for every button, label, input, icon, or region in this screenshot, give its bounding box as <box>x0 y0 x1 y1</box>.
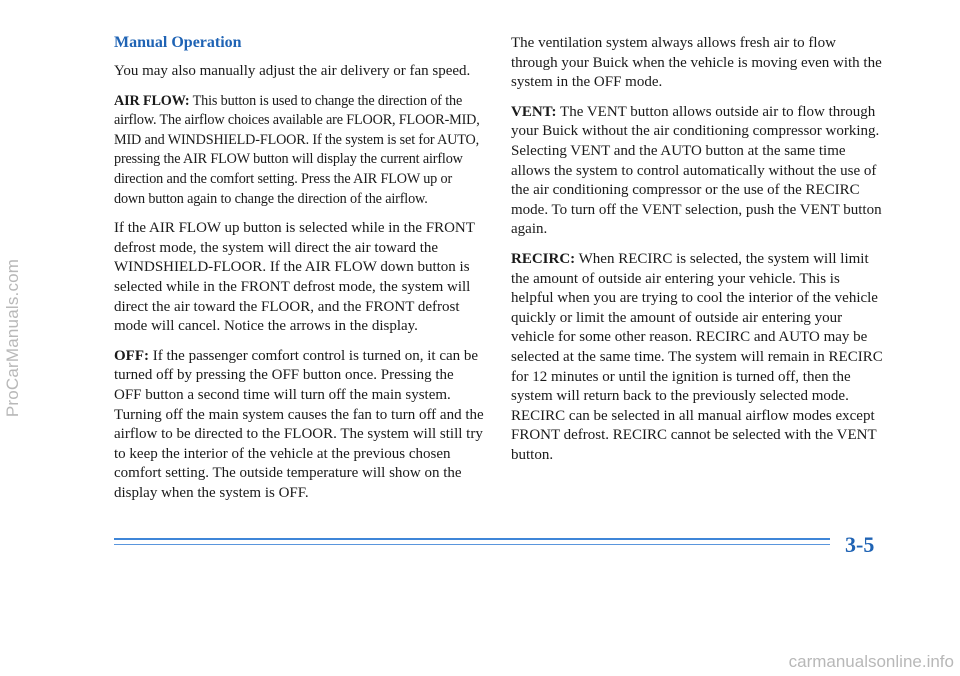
front-defrost-paragraph: If the AIR FLOW up button is selected while in the FRONT defrost mode, the system will direct the air toward the WINDSHIELD-FLOOR. If the AIR FLOW down button is selected while in the FRONT defrost mode, the system will direct the air toward the FLOOR, and the FRONT defrost mode will cancel. Notice the arrows in the display. <box>114 220 475 335</box>
page-number: 3-5 <box>845 532 875 557</box>
air-flow-text: This button is used to change the direction of the airflow. The airflow choices available are FLOOR, FLOOR-MID, MID and WINDSHIELD-FLOOR. If the system is set for AUTO, pressing the AIR FLOW button will display the current airflow direction and the comfort setting. Press the AIR FLOW up or down button again to change the direction of the airflow. <box>114 92 480 207</box>
off-paragraph <box>114 347 484 504</box>
off-label: OFF: <box>114 347 149 364</box>
air-flow-paragraph <box>114 92 484 210</box>
ventilation-paragraph: The ventilation system always allows fresh air to flow through your Buick when the vehicle is moving even with the system in the OFF mode. <box>511 35 882 91</box>
recirc-paragraph <box>511 250 883 466</box>
vent-paragraph <box>511 103 883 240</box>
left-column <box>114 34 484 513</box>
footer-watermark: carmanualsonline.info <box>788 652 954 671</box>
off-text: If the passenger comfort control is turned on, it can be turned off by pressing the OFF button once. Pressing the OFF button a second time will turn off the main system. Turning off the main system causes the fan to turn off and the airflow to be directed to the FLOOR. The system will still try to keep the interior of the vehicle at the previous chosen comfort setting. The outside temperature will show on the display when the system is OFF. <box>114 347 484 501</box>
footer-rule <box>114 538 830 550</box>
footer-rule-bottom <box>114 544 830 545</box>
recirc-text: When RECIRC is selected, the system will limit the amount of outside air entering your vehicle. This is helpful when you are trying to cool the interior of the vehicle quickly or limit the amount of outside air entering your vehicle for some other reason. RECIRC and AUTO may be selected at the same time. The system will remain in RECIRC for 12 minutes or until the ignition is turned off, then the system will return back to the previously selected mode. RECIRC can be selected in all manual airflow modes except FRONT defrost. RECIRC cannot be selected with the VENT button. <box>511 250 883 463</box>
vent-text: The VENT button allows outside air to flow through your Buick without the air conditioning compressor working. Selecting VENT and the AUTO button at the same time allows the system to control automatically without the use of the air conditioning compressor or the use of the RECIRC mode. To turn off the VENT selection, push the VENT button again. <box>511 103 882 238</box>
side-watermark-text: ProCarManuals.com <box>3 258 22 418</box>
right-column <box>511 34 883 475</box>
air-flow-label: AIR FLOW: <box>114 92 190 109</box>
footer-rule-top <box>114 538 830 540</box>
side-watermark <box>2 0 24 676</box>
vent-label: VENT: <box>511 103 557 120</box>
section-heading: Manual Operation <box>114 34 242 51</box>
recirc-label: RECIRC: <box>511 250 576 267</box>
intro-paragraph: You may also manually adjust the air delivery or fan speed. <box>114 63 471 79</box>
